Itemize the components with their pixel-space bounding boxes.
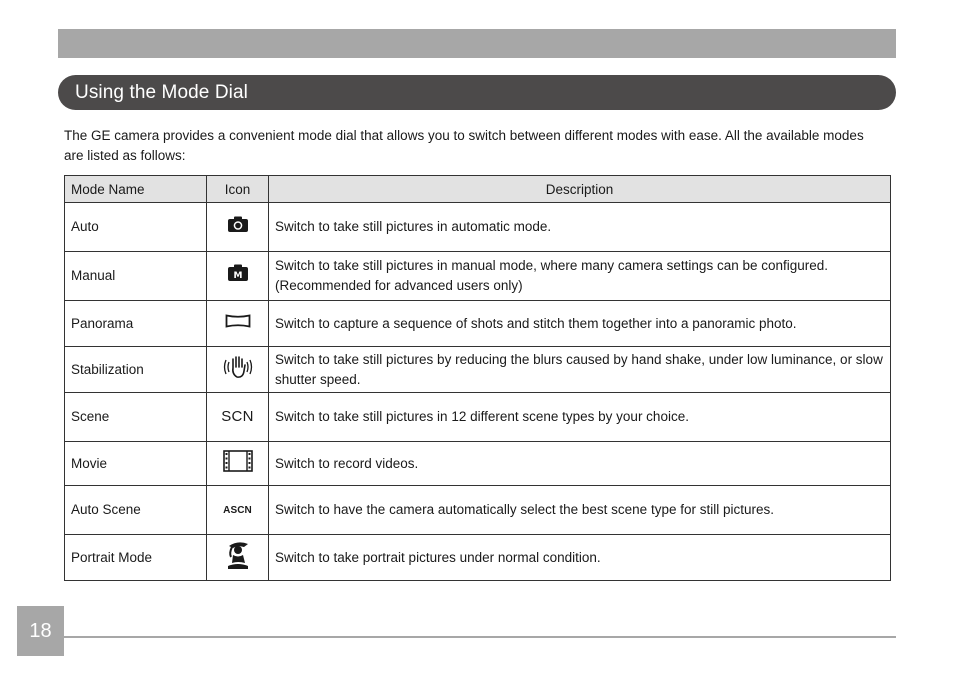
camera-icon — [227, 216, 249, 233]
mode-description: Switch to take still pictures by reducing the blurs caused by hand shake, under low luminance, or slow shutter speed. — [269, 347, 891, 393]
page-number: 18 — [29, 619, 52, 642]
section-title: Using the Mode Dial — [75, 81, 248, 103]
mode-name: Panorama — [65, 301, 207, 347]
manual-icon-letter: M — [233, 271, 242, 281]
table-row — [65, 535, 891, 581]
table-row — [65, 347, 891, 393]
film-icon — [223, 450, 253, 472]
table-row — [65, 252, 891, 301]
table-row — [65, 203, 891, 252]
section-header — [58, 75, 896, 110]
mode-description: Switch to take still pictures in manual mode, where many camera settings can be configured. (Recommended for advanced users only) — [269, 252, 891, 301]
intro-paragraph: The GE camera provides a convenient mode dial that allows you to switch between different modes with ease. All the available modes are listed as follows: — [64, 128, 864, 163]
table-row — [65, 393, 891, 442]
top-decorative-bar — [58, 29, 896, 58]
table-row — [65, 442, 891, 486]
mode-description: Switch to record videos. — [269, 442, 891, 486]
panorama-icon — [225, 314, 251, 328]
portrait-icon — [224, 539, 252, 571]
column-header-mode-name: Mode Name — [65, 176, 207, 203]
scene-icon: SCN — [221, 408, 254, 425]
stabilization-hand-icon — [222, 354, 254, 380]
mode-description: Switch to have the camera automatically select the best scene type for still pictures. — [269, 486, 891, 535]
mode-name: Movie — [65, 442, 207, 486]
mode-description: Switch to take portrait pictures under normal condition. — [269, 535, 891, 581]
table-row — [65, 301, 891, 347]
mode-description: Switch to take still pictures in 12 different scene types by your choice. — [269, 393, 891, 442]
mode-name: Auto Scene — [65, 486, 207, 535]
mode-table — [64, 175, 891, 581]
mode-name: Stabilization — [65, 347, 207, 393]
table-row — [65, 486, 891, 535]
auto-scene-icon: ASCN — [223, 505, 252, 516]
footer-divider — [64, 636, 896, 638]
mode-name: Auto — [65, 203, 207, 252]
mode-name: Portrait Mode — [65, 535, 207, 581]
mode-description: Switch to capture a sequence of shots and stitch them together into a panoramic photo. — [269, 301, 891, 347]
manual-camera-icon — [227, 264, 249, 282]
column-header-icon: Icon — [207, 176, 269, 203]
mode-name: Manual — [65, 252, 207, 301]
page-number-box — [17, 606, 64, 656]
column-header-description: Description — [269, 176, 891, 203]
mode-name: Scene — [65, 393, 207, 442]
mode-description: Switch to take still pictures in automatic mode. — [269, 203, 891, 252]
table-header-row — [65, 176, 891, 203]
